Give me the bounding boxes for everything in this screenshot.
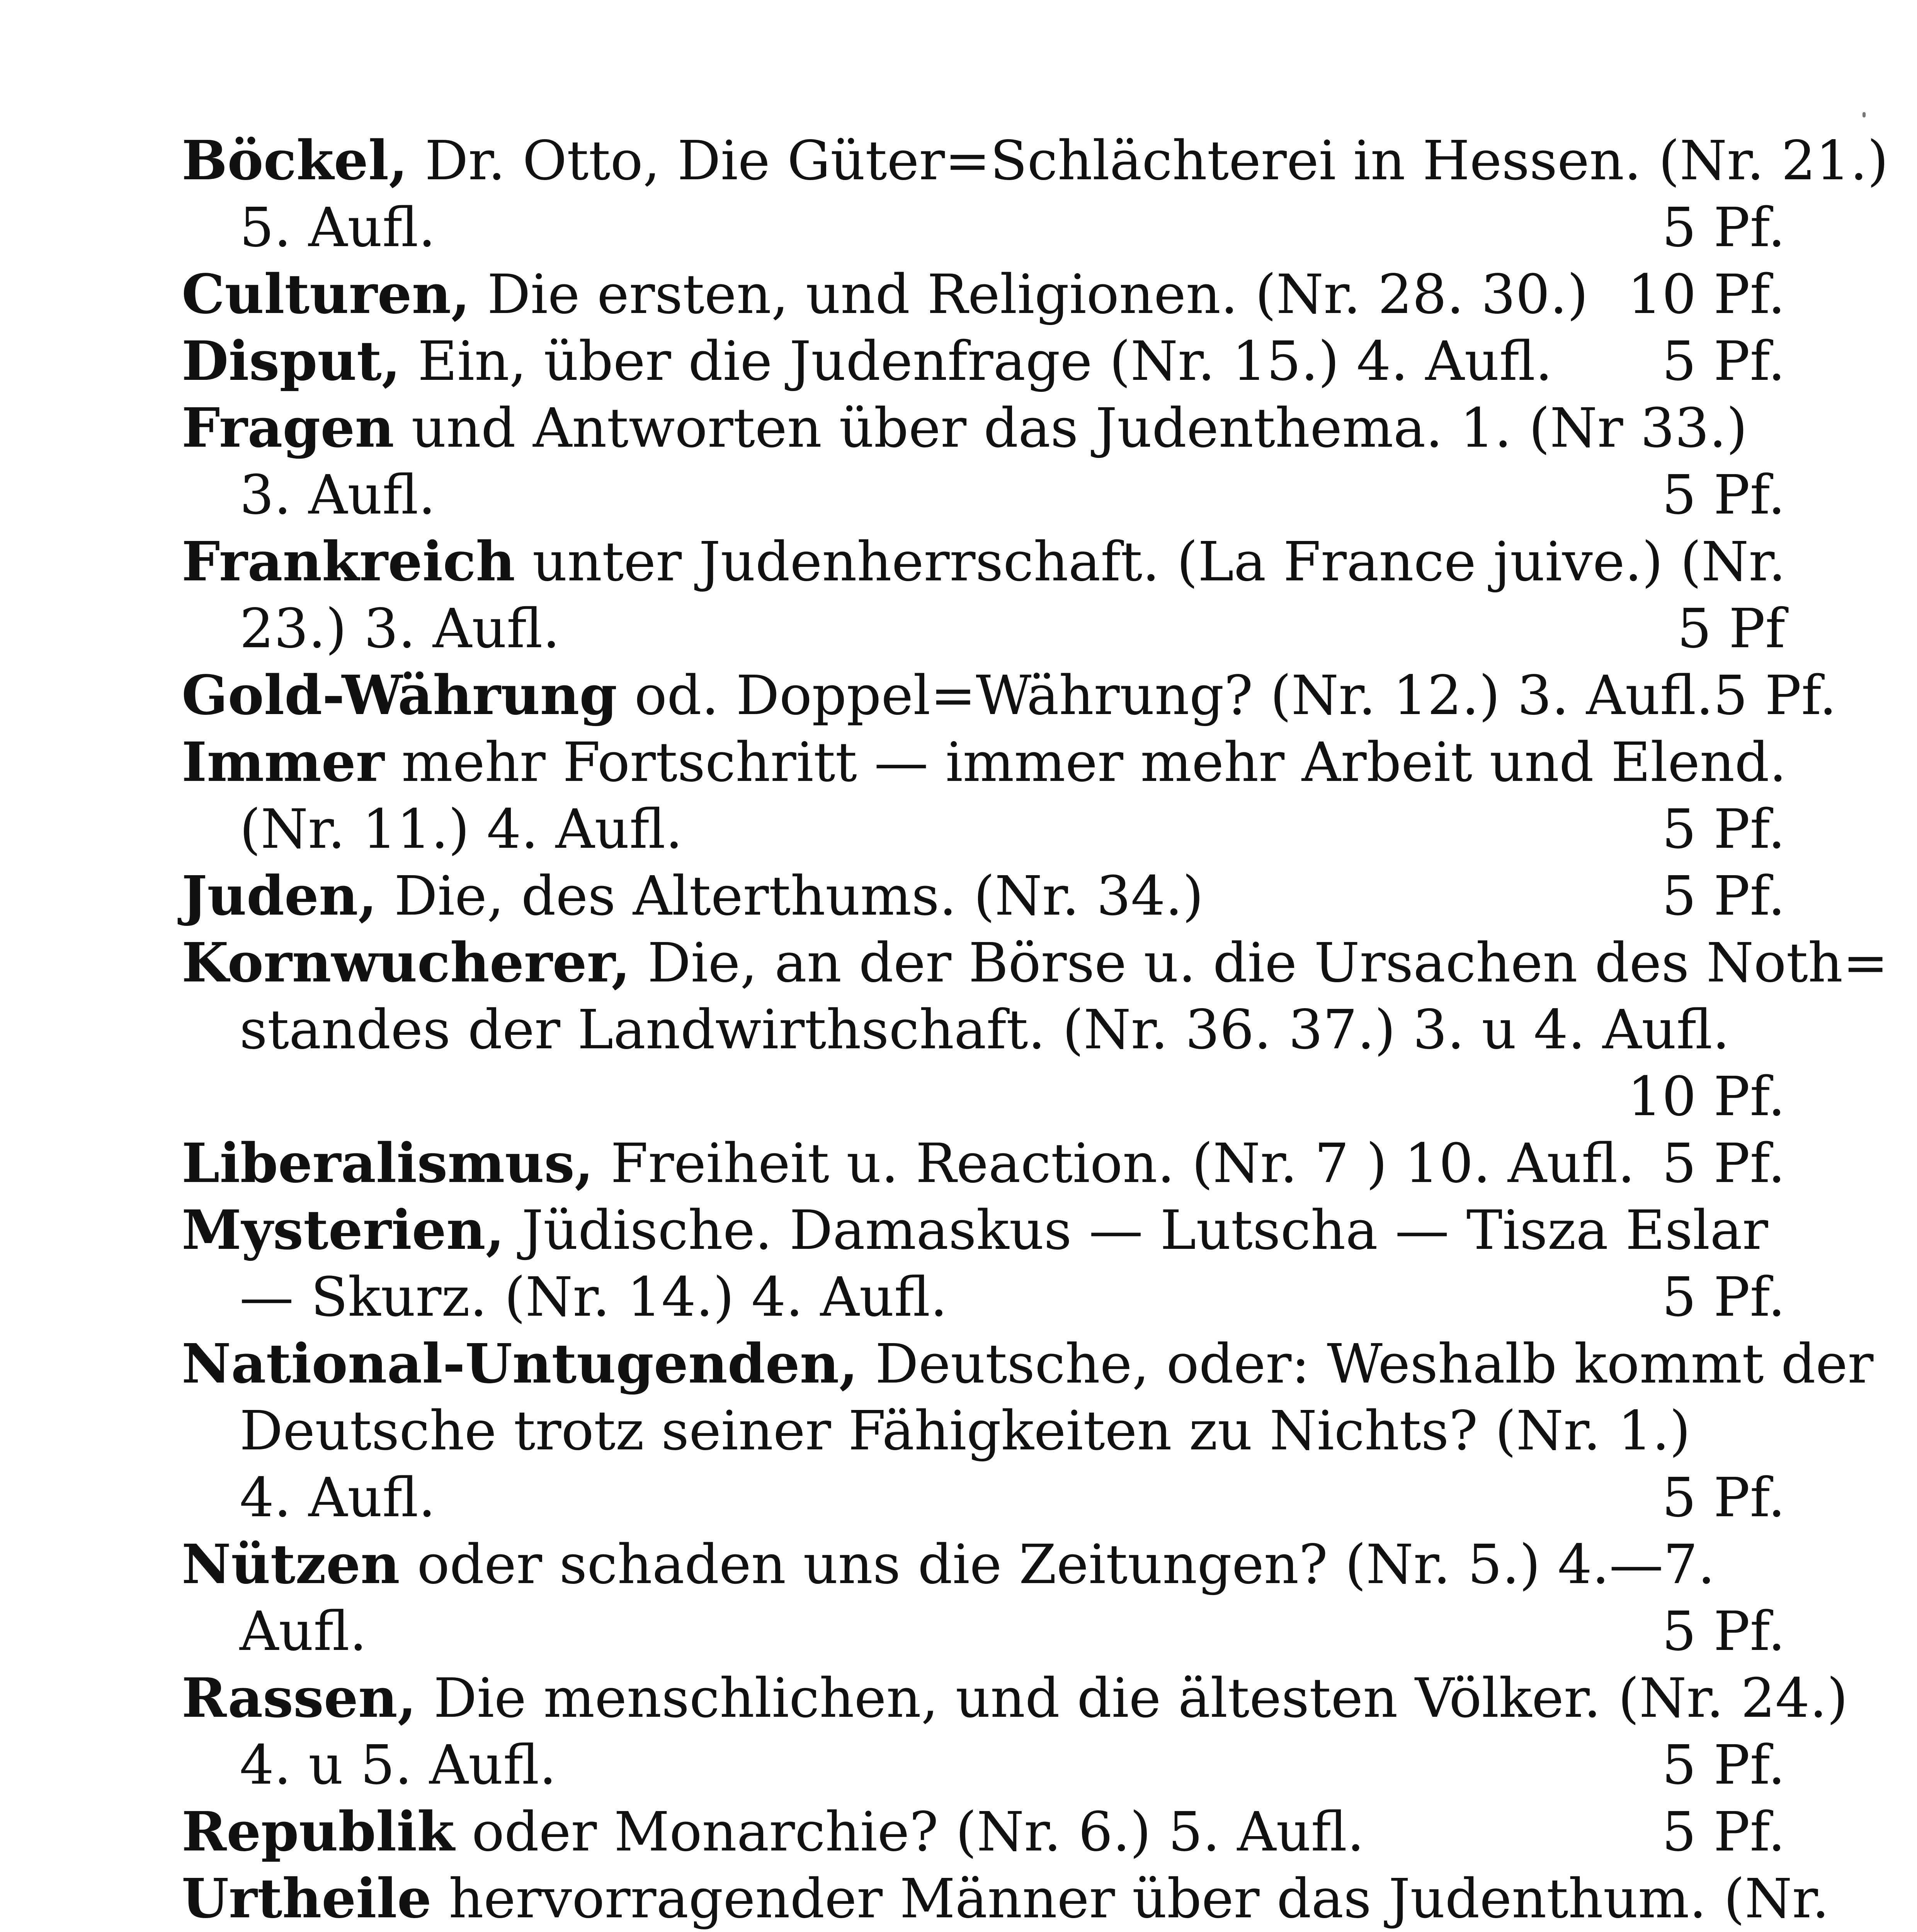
entry-text: [240, 1264, 947, 1331]
entry-price: 5 Pf.: [1662, 865, 1785, 928]
entry-first-line: [182, 261, 1785, 328]
entry-text: [182, 1866, 1829, 1932]
entry-continuation-line: [182, 1732, 1785, 1799]
entry-price: 5 Pf.: [1713, 664, 1837, 727]
catalog-entry: [182, 128, 1889, 261]
entry-first-line: [182, 328, 1785, 395]
entry-first-line: [182, 1197, 1785, 1264]
speck-mark: [1863, 112, 1866, 117]
entry-text: [182, 1799, 1364, 1866]
entry-text: [240, 1398, 1691, 1464]
entry-title-text: Aufl.: [240, 1600, 367, 1663]
entry-text: [240, 1464, 435, 1531]
entry-keyword: Culturen,: [182, 263, 470, 326]
catalog-entry: [182, 1531, 1785, 1665]
entry-text: [182, 662, 1713, 729]
entry-first-line: [182, 930, 1888, 997]
entry-first-line: [182, 1866, 1829, 1932]
entry-text: [182, 261, 1588, 328]
entry-first-line: [182, 1531, 1785, 1598]
entry-first-line: [182, 1331, 1874, 1398]
entry-first-line: [182, 729, 1785, 796]
entry-first-line: [182, 1130, 1785, 1197]
entry-first-line: [182, 1665, 1848, 1732]
entry-continuation-line: [182, 1063, 1785, 1130]
entry-price: 5 Pf.: [1662, 1600, 1785, 1663]
entry-price: 5 Pf.: [1662, 1734, 1785, 1797]
entry-text: [240, 194, 435, 261]
entry-first-line: [182, 395, 1785, 462]
entry-text: [182, 1197, 1768, 1264]
entry-title-text: Die ersten, und Religionen. (Nr. 28. 30.): [470, 263, 1589, 326]
entry-title-text: 5. Aufl.: [240, 196, 436, 259]
entry-keyword: Frankreich: [182, 530, 515, 594]
entry-text: [182, 128, 1888, 194]
entry-continuation-line: [182, 462, 1785, 529]
catalog-entry: [182, 662, 1837, 729]
entry-title-text: Die, an der Börse u. die Ursachen des Noth=: [630, 932, 1888, 995]
entry-price: 5 Pf.: [1662, 1801, 1785, 1864]
entry-title-text: unter Judenherrschaft. (La France juive.) (Nr.: [515, 531, 1786, 594]
entry-title-text: 4. u 5. Aufl.: [240, 1734, 556, 1797]
entry-title-text: Deutsche trotz seiner Fähigkeiten zu Nichts? (Nr. 1.): [240, 1400, 1691, 1463]
entry-title-text: oder schaden uns die Zeitungen? (Nr. 5.) 4.—7.: [400, 1533, 1715, 1596]
entry-title-text: und Antworten über das Judenthema. 1. (Nr 33.): [394, 397, 1748, 460]
catalog-entry: [182, 1130, 1785, 1197]
entry-first-line: [182, 1799, 1785, 1866]
entry-price: 5 Pf: [1677, 597, 1785, 660]
entry-price: 10 Pf.: [1627, 1065, 1785, 1128]
entry-title-text: Die, des Alterthums. (Nr. 34.): [377, 865, 1204, 928]
entry-price: 5 Pf.: [1662, 330, 1785, 393]
entry-text: [240, 1732, 556, 1799]
entry-continuation-line: [182, 997, 1785, 1063]
entry-keyword: Urtheile: [182, 1867, 432, 1930]
entry-text: [182, 1130, 1635, 1197]
entry-text: [182, 863, 1204, 930]
catalog-entry: [182, 1331, 1874, 1531]
entry-continuation-line: [182, 1464, 1785, 1531]
entry-text: [182, 1331, 1873, 1398]
entry-title-text: Jüdische. Damaskus — Lutscha — Tisza Eslar: [504, 1199, 1768, 1262]
entry-title-text: 23.) 3. Aufl.: [240, 597, 560, 660]
entry-text: [182, 729, 1786, 796]
entry-text: [182, 395, 1747, 462]
entry-keyword: Rassen,: [182, 1667, 417, 1730]
entry-price: 5 Pf.: [1662, 798, 1785, 861]
entry-title-text: hervorragender Männer über das Judenthum. (Nr.: [431, 1867, 1829, 1930]
entry-title-text: (Nr. 11.) 4. Aufl.: [240, 798, 683, 861]
entry-price: 5 Pf.: [1662, 1466, 1785, 1529]
entry-keyword: Juden,: [182, 864, 377, 928]
catalog-entry: [182, 529, 1785, 662]
entry-keyword: Immer: [182, 731, 384, 794]
entry-text: [182, 328, 1553, 395]
entry-text: [240, 796, 683, 863]
catalog-entry: [182, 1799, 1785, 1866]
entry-first-line: [182, 128, 1889, 194]
entry-title-text: Ein, über die Judenfrage (Nr. 15.) 4. Aufl.: [400, 330, 1553, 393]
entry-title-text: Dr. Otto, Die Güter=Schlächterei in Hessen. (Nr. 21.): [407, 129, 1889, 192]
catalog-entry: [182, 930, 1888, 1130]
entry-text: [240, 997, 1730, 1063]
entry-text: [182, 1665, 1848, 1732]
catalog-page: [182, 128, 1889, 1932]
entry-keyword: Böckel,: [182, 129, 408, 192]
entry-continuation-line: [182, 1398, 1785, 1464]
entry-continuation-line: [182, 1264, 1785, 1331]
entry-title-text: — Skurz. (Nr. 14.) 4. Aufl.: [240, 1266, 947, 1329]
entry-keyword: Disput,: [182, 330, 401, 393]
entry-continuation-line: [182, 194, 1785, 261]
entry-continuation-line: [182, 595, 1785, 662]
entry-title-text: mehr Fortschritt — immer mehr Arbeit und Elend.: [384, 731, 1787, 794]
entry-text: [182, 1531, 1715, 1598]
catalog-entry: [182, 328, 1785, 395]
catalog-entry: [182, 729, 1785, 863]
entry-title-text: Die menschlichen, und die ältesten Völker. (Nr. 24.): [416, 1667, 1848, 1730]
entry-title-text: Freiheit u. Reaction. (Nr. 7 ) 10. Aufl.: [593, 1132, 1635, 1195]
entry-continuation-line: [182, 796, 1785, 863]
entry-keyword: Fragen: [182, 396, 395, 460]
catalog-entry: [182, 863, 1785, 930]
entry-keyword: Mysterien,: [182, 1199, 505, 1262]
entry-keyword: Liberalismus,: [182, 1132, 594, 1195]
entry-text: [240, 1598, 367, 1665]
entry-title-text: 4. Aufl.: [240, 1466, 436, 1529]
entry-first-line: [182, 529, 1785, 595]
catalog-entry: [182, 395, 1785, 529]
entry-keyword: Nützen: [182, 1533, 400, 1596]
entry-title-text: oder Monarchie? (Nr. 6.) 5. Aufl.: [454, 1801, 1364, 1864]
entry-text: [182, 529, 1786, 595]
entry-title-text: 3. Aufl.: [240, 464, 436, 527]
entry-price: 5 Pf.: [1662, 464, 1785, 527]
entry-first-line: [182, 662, 1837, 729]
entry-title-text: standes der Landwirthschaft. (Nr. 36. 37.) 3. u 4. Aufl.: [240, 998, 1730, 1061]
entry-text: [240, 595, 560, 662]
catalog-entry: [182, 1197, 1785, 1331]
entry-price: 5 Pf.: [1662, 1266, 1785, 1329]
entry-price: 5 Pf.: [1662, 196, 1785, 259]
entry-title-text: Deutsche, oder: Weshalb kommt der: [858, 1333, 1874, 1396]
entry-first-line: [182, 863, 1785, 930]
entry-text: [182, 930, 1888, 997]
entry-keyword: Kornwucherer,: [182, 931, 631, 995]
entry-price: 10 Pf.: [1627, 263, 1785, 326]
catalog-entry: [182, 1866, 1829, 1932]
catalog-entry: [182, 1665, 1848, 1799]
entry-price: 5 Pf.: [1662, 1132, 1785, 1195]
entry-continuation-line: [182, 1598, 1785, 1665]
entry-keyword: National-Untugenden,: [182, 1332, 858, 1396]
entry-text: [240, 462, 435, 529]
entry-keyword: Gold-Währung: [182, 664, 617, 727]
entry-keyword: Republik: [182, 1800, 455, 1864]
entry-title-text: od. Doppel=Währung? (Nr. 12.) 3. Aufl.: [617, 664, 1713, 727]
catalog-entry: [182, 261, 1785, 328]
